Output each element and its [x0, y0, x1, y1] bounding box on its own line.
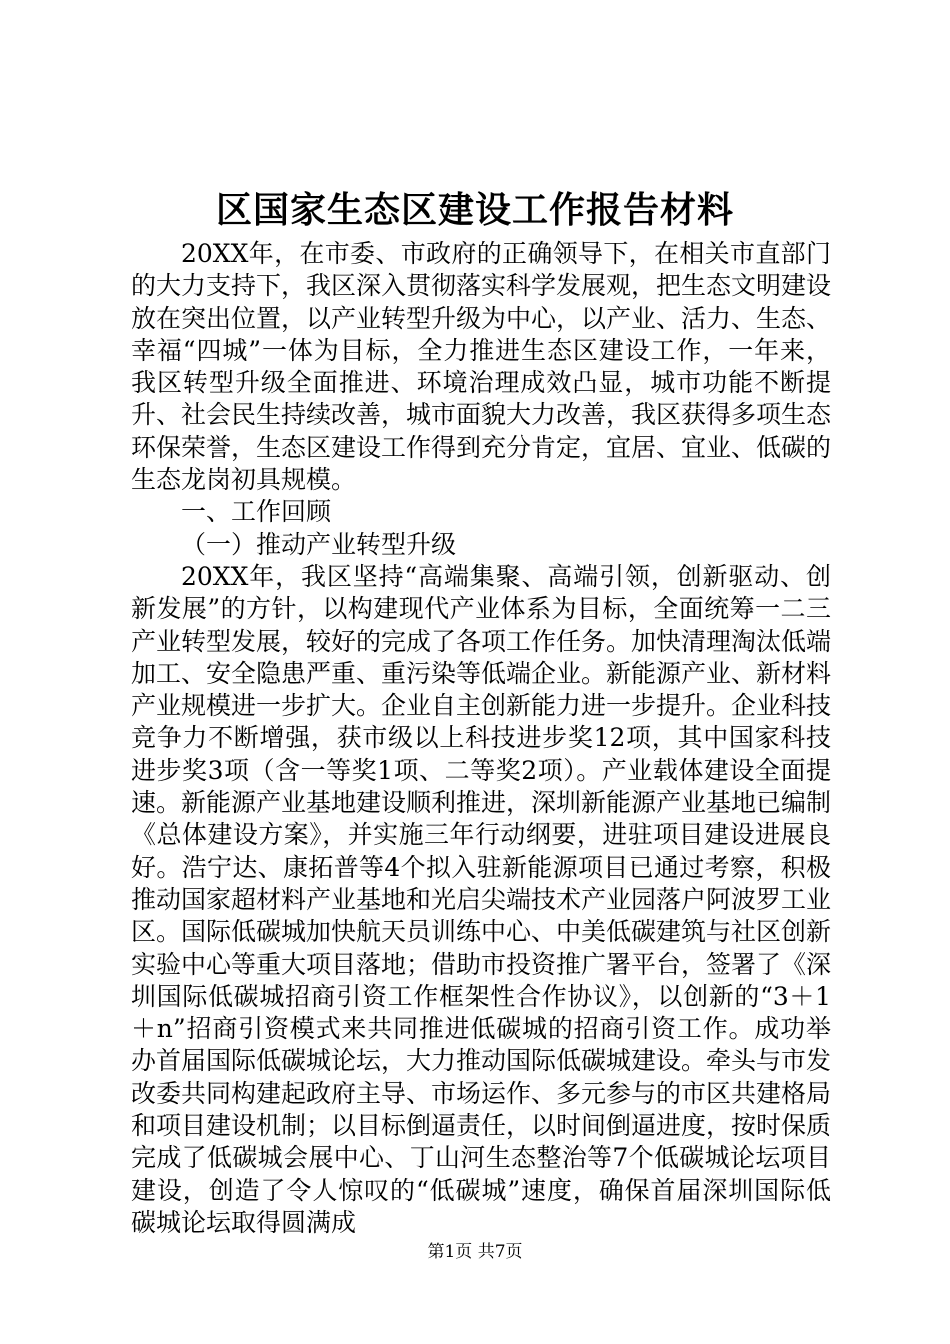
document-title: 区国家生态区建设工作报告材料	[215, 189, 734, 231]
intro-paragraph: 20XX年，在市委、市政府的正确领导下，在相关市直部门的大力支持下，我区深入贯彻落实科学发展观，把生态文明建设放在突出位置，以产业转型升级为中心，以产业、活力、生态、幸福“四城”一体为目标，全力推进生态区建设工作，一年来，我区转型升级全面推进、环境治理成效凸显，城市功能不断提升、社会民生持续改善，城市面貌大力改善，我区获得多项生态环保荣誉，生态区建设工作得到充分肯定，宜居、宜业、低碳的生态龙岗初具规模。	[131, 239, 832, 495]
document-body	[131, 238, 831, 1239]
subsection-heading: （一）推动产业转型升级	[181, 529, 457, 559]
body-paragraph: 20XX年，我区坚持“高端集聚、高端引领，创新驱动、创新发展”的方针，以构建现代产业体系为目标，全面统筹一二三产业转型发展，较好的完成了各项工作任务。加快清理淘汰低端加工、安全隐患严重、重污染等低端企业。新能源产业、新材料产业规模进一步扩大。企业自主创新能力进一步提升。企业科技竞争力不断增强，获市级以上科技进步奖12项，其中国家科技进步奖3项（含一等奖1项、二等奖2项）。产业载体建设全面提速。新能源产业基地建设顺利推进，深圳新能源产业基地已编制《总体建设方案》，并实施三年行动纲要，进驻项目建设进展良好。浩宁达、康拓普等4个拟入驻新能源项目已通过考察，积极推动国家超材料产业基地和光启尖端技术产业园落户阿波罗工业区。国际低碳城加快航天员训练中心、中美低碳建筑与社区创新实验中心等重大项目落地；借助市投资推广署平台，签署了《深圳国际低碳城招商引资工作框架性合作协议》，以创新的“3＋1＋n”招商引资模式来共同推进低碳城的招商引资工作。成功举办首届国际低碳城论坛，大力推动国际低碳城建设。牵头与市发改委共同构建起政府主导、市场运作、多元参与的市区共建格局和项目建设机制；以目标倒逼责任，以时间倒逼进度，按时保质完成了低碳城会展中心、丁山河生态整治等7个低碳城论坛项目建设，创造了令人惊叹的“低碳城”速度，确保首届深圳国际低碳城论坛取得圆满成	[131, 561, 832, 1237]
section-heading: 一、工作回顾	[181, 497, 332, 527]
page-footer: 第1页 共7页	[427, 1242, 523, 1262]
